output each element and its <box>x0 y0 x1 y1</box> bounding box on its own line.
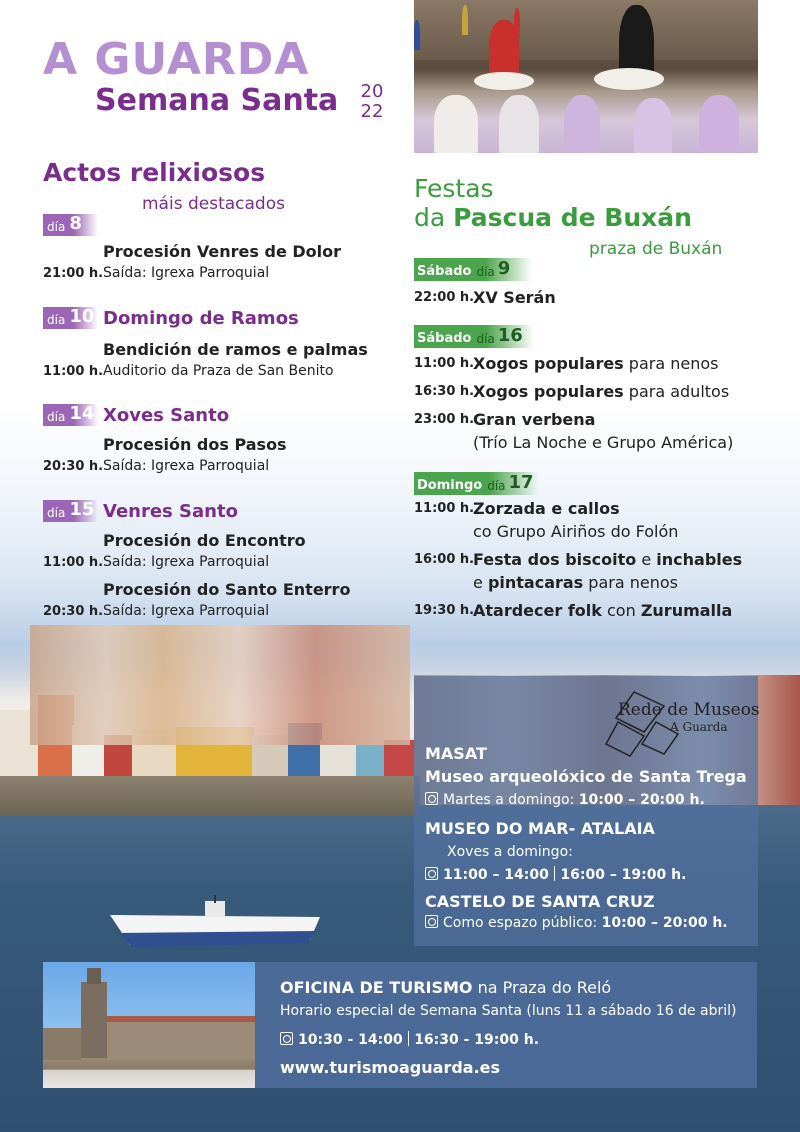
event-rest: para nenos <box>623 354 719 373</box>
event-line2: co Grupo Airiños do Folón <box>473 522 679 541</box>
event-time: 16:00 h. <box>414 552 475 567</box>
day-prefix: día <box>47 220 66 234</box>
day-number: 16 <box>497 325 523 346</box>
poster-title-event: Semana Santa <box>95 83 339 118</box>
day-number: 8 <box>69 213 82 234</box>
day-name: Xoves Santo <box>103 405 230 426</box>
boat-illustration <box>110 895 330 955</box>
event-time: 20:30 h. <box>43 459 104 474</box>
hours-a: 10:30 - 14:00 <box>298 1032 403 1048</box>
day-tag-14 <box>43 404 98 426</box>
museum-1-fullname: Museo arqueolóxico de Santa Trega <box>425 767 747 786</box>
green-day-tag-9 <box>414 258 532 281</box>
poster-title-town: A GUARDA <box>43 34 310 85</box>
event-place: Saída: Igrexa Parroquial <box>103 603 270 619</box>
event-bold: Xogos populares <box>473 354 624 373</box>
hours-a: 11:00 – 14:00 <box>443 867 549 883</box>
tourism-office-title <box>280 978 611 997</box>
day-tag-8 <box>43 214 98 236</box>
clock-icon <box>425 915 438 928</box>
event-title: Procesión do Santo Enterro <box>103 580 351 599</box>
weekday: Domingo <box>417 478 483 493</box>
museum-3-name: CASTELO DE SANTA CRUZ <box>425 892 655 911</box>
day-number: 17 <box>508 472 534 493</box>
event-time: 22:00 h. <box>414 290 475 305</box>
event-title: Procesión dos Pasos <box>103 435 287 454</box>
event-bold2: inchables <box>656 550 743 569</box>
title-rest: na Praza do Reló <box>472 978 612 997</box>
line2-bold: pintacaras <box>487 573 584 592</box>
days: Martes a domingo: <box>443 792 579 808</box>
clock-tower-photo <box>43 962 255 1088</box>
event-text <box>473 382 729 401</box>
harbour-wall <box>0 776 420 816</box>
event-bold: Zorzada e callos <box>473 499 620 518</box>
day-prefix: día <box>47 313 66 327</box>
day-name: Domingo de Ramos <box>103 308 299 329</box>
day-number: 14 <box>69 403 95 424</box>
museum-2-days: Xoves a domingo: <box>447 844 573 860</box>
event-place: Saída: Igrexa Parroquial <box>103 554 270 570</box>
clock-icon <box>280 1032 293 1045</box>
hours-b: 16:30 - 19:00 h. <box>414 1032 540 1048</box>
poster-year <box>357 82 387 122</box>
event-time: 23:00 h. <box>414 412 475 427</box>
day-prefix: día <box>487 479 506 493</box>
day-number: 10 <box>69 306 95 327</box>
tourism-website-link[interactable]: www.turismoaguarda.es <box>280 1058 501 1077</box>
divider <box>408 1031 410 1046</box>
divider <box>554 866 556 881</box>
event-title: Procesión Venres de Dolor <box>103 242 342 261</box>
event-place: Saída: Igrexa Parroquial <box>103 265 270 281</box>
year-bottom: 22 <box>360 101 384 122</box>
day-prefix: día <box>47 410 66 424</box>
day-prefix: día <box>476 265 495 279</box>
tourism-schedule-note: Horario especial de Semana Santa (luns 11 a sábado 16 de abril) <box>280 1003 737 1019</box>
heading-prefix: da <box>414 203 446 232</box>
museum-2-hours <box>425 866 686 883</box>
event-bold: Atardecer folk <box>473 601 602 620</box>
event-time: 19:30 h. <box>414 603 475 618</box>
event-text <box>473 354 718 373</box>
festival-venue: praza de Buxán <box>589 239 723 259</box>
festival-heading-line2 <box>414 203 692 233</box>
event-text <box>473 288 556 307</box>
hours-b: 16:00 – 19:00 h. <box>560 867 687 883</box>
weekday: Sábado <box>417 264 472 279</box>
year-top: 20 <box>360 81 384 102</box>
event-bold: XV Serán <box>473 288 556 307</box>
logo-text-line1: Rede de Museos <box>618 700 760 720</box>
religious-acts-subheading: máis destacados <box>142 194 285 214</box>
hours: 10:00 – 20:00 h. <box>601 915 728 931</box>
procession-photo <box>414 0 758 153</box>
event-text <box>473 601 732 620</box>
day-prefix: día <box>476 332 495 346</box>
event-rest: para adultos <box>623 382 730 401</box>
day-prefix: día <box>47 506 66 520</box>
event-text <box>473 550 742 569</box>
day-tag-10 <box>43 307 98 329</box>
event-time: 11:00 h. <box>414 501 475 516</box>
event-time: 11:00 h. <box>43 364 104 379</box>
festival-heading-line1: Festas <box>414 174 494 203</box>
event-bold: Gran verbena <box>473 410 596 429</box>
title-bold: OFICINA DE TURISMO <box>280 978 473 997</box>
day-number: 9 <box>497 258 511 279</box>
event-title: Bendición de ramos e palmas <box>103 340 368 359</box>
days: Como espazo público: <box>443 915 602 931</box>
hours: 10:00 – 20:00 h. <box>578 792 705 808</box>
event-rest: con <box>601 601 641 620</box>
event-time: 16:30 h. <box>414 384 475 399</box>
event-text <box>473 410 595 429</box>
day-number: 15 <box>69 499 95 520</box>
museum-1-name: MASAT <box>425 744 487 763</box>
event-rest: e <box>636 550 657 569</box>
green-day-tag-17 <box>414 472 539 495</box>
museum-2-name: MUSEO DO MAR- ATALAIA <box>425 819 655 838</box>
event-bold: Festa dos biscoito <box>473 550 637 569</box>
event-time: 20:30 h. <box>43 604 104 619</box>
day-tag-15 <box>43 500 98 522</box>
event-time: 21:00 h. <box>43 266 104 281</box>
tourism-hours <box>280 1031 539 1048</box>
clock-icon <box>425 792 438 805</box>
event-bold: Xogos populares <box>473 382 624 401</box>
event-text <box>473 499 620 518</box>
event-line2 <box>473 573 678 592</box>
line2-pre: e <box>473 573 488 592</box>
line2-post: para nenos <box>583 573 678 592</box>
heading-bold: Pascua de Buxán <box>453 203 692 232</box>
day-name: Venres Santo <box>103 501 238 522</box>
event-line2: (Trío La Noche e Grupo América) <box>473 433 734 452</box>
religious-acts-heading: Actos relixiosos <box>43 158 266 187</box>
weekday: Sábado <box>417 331 472 346</box>
event-title: Procesión do Encontro <box>103 531 306 550</box>
green-day-tag-16 <box>414 325 534 348</box>
logo-text-line2: A Guarda <box>670 720 728 734</box>
museum-1-hours <box>425 792 705 808</box>
event-time: 11:00 h. <box>43 555 104 570</box>
event-time: 11:00 h. <box>414 356 475 371</box>
museum-3-hours <box>425 915 728 931</box>
event-bold2: Zurumalla <box>640 601 733 620</box>
event-place: Saída: Igrexa Parroquial <box>103 458 270 474</box>
event-place: Auditorio da Praza de San Benito <box>103 363 334 379</box>
clock-icon <box>425 867 438 880</box>
